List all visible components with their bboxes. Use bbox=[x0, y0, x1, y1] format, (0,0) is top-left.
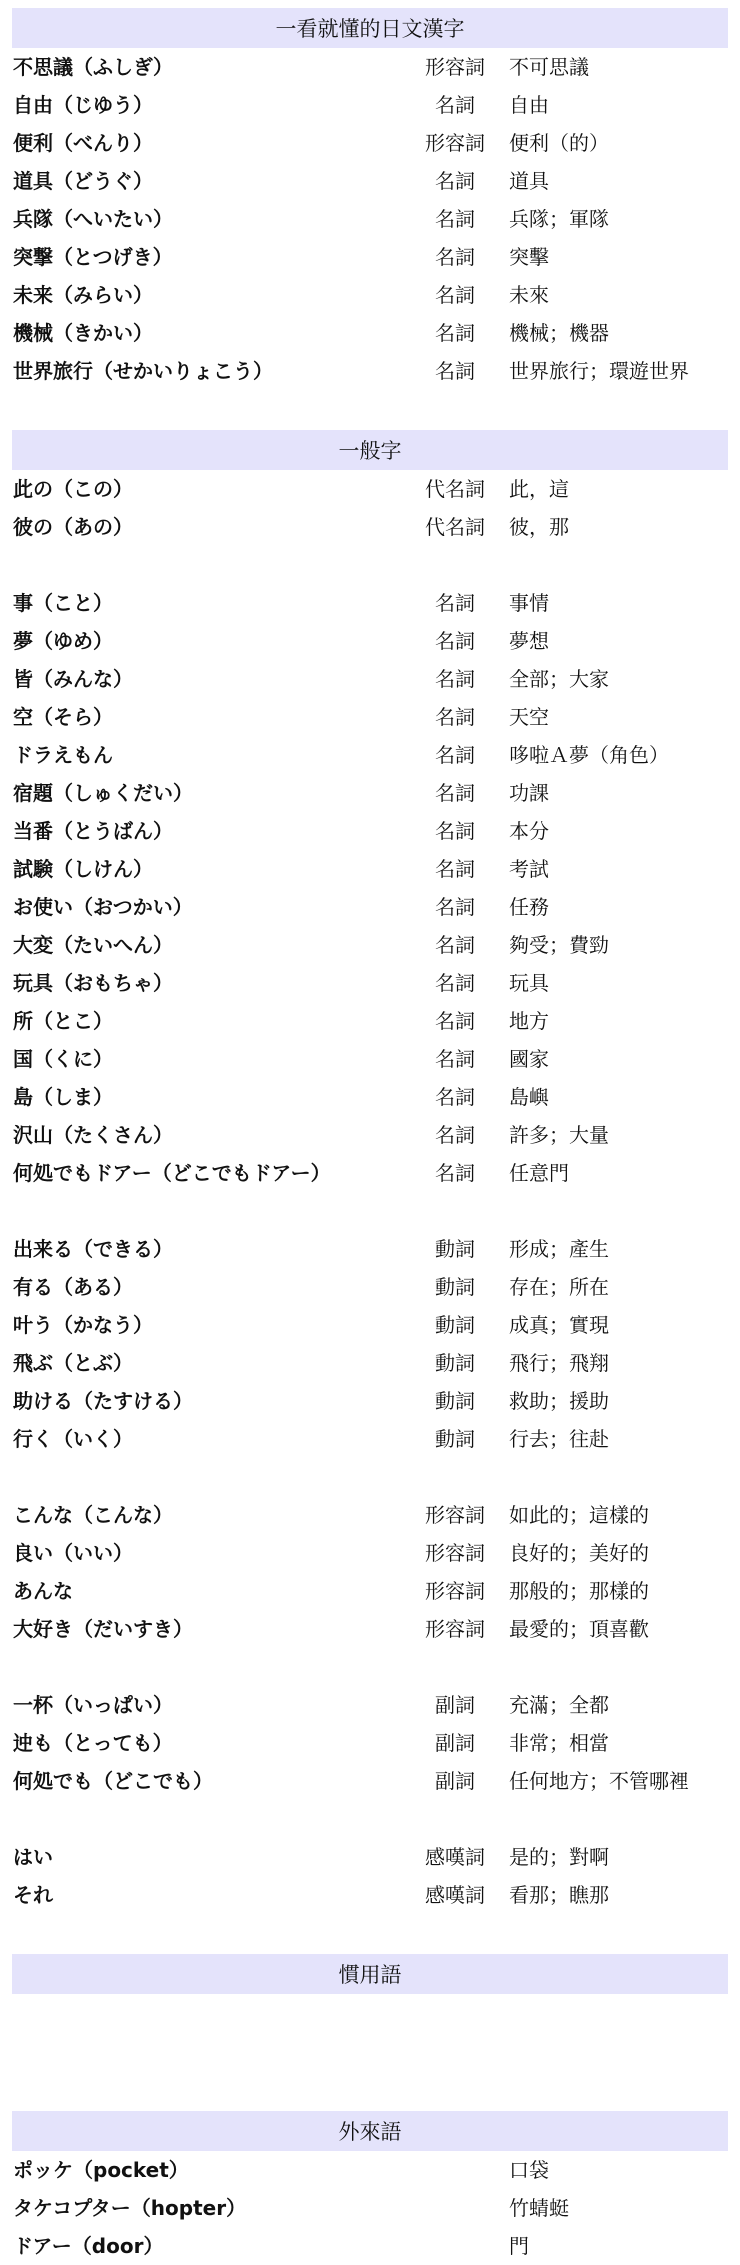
vocab-row bbox=[0, 200, 740, 238]
vocab-row bbox=[0, 2227, 740, 2265]
part-of-speech: 名詞 bbox=[435, 895, 475, 919]
vocab-meaning: 門 bbox=[509, 2234, 529, 2258]
vocab-row bbox=[0, 238, 740, 276]
vocab-row bbox=[0, 1002, 740, 1040]
vocab-row bbox=[0, 2189, 740, 2227]
vocab-meaning: 竹蜻蜓 bbox=[509, 2196, 569, 2220]
group-spacer bbox=[0, 1458, 740, 1496]
vocab-meaning: 救助；援助 bbox=[509, 1389, 609, 1413]
part-of-speech: 名詞 bbox=[435, 629, 475, 653]
vocab-row bbox=[0, 774, 740, 812]
vocab-word: 大好き（だいすき） bbox=[13, 1617, 193, 1641]
part-of-speech: 名詞 bbox=[435, 1085, 475, 1109]
vocab-row bbox=[0, 584, 740, 622]
vocab-meaning: 不可思議 bbox=[509, 55, 589, 79]
vocab-word: 行く（いく） bbox=[13, 1427, 133, 1451]
part-of-speech: 形容詞 bbox=[425, 1541, 485, 1565]
vocab-row bbox=[0, 508, 740, 546]
vocab-word: 機械（きかい） bbox=[13, 321, 153, 345]
vocab-row bbox=[0, 1306, 740, 1344]
part-of-speech: 形容詞 bbox=[425, 131, 485, 155]
vocab-row bbox=[0, 1876, 740, 1914]
vocab-meaning: 地方 bbox=[509, 1009, 549, 1033]
vocab-word: 未来（みらい） bbox=[13, 283, 153, 307]
vocab-row bbox=[0, 470, 740, 508]
vocab-meaning: 島嶼 bbox=[509, 1085, 549, 1109]
vocab-meaning: 非常；相當 bbox=[509, 1731, 609, 1755]
vocab-meaning: 國家 bbox=[509, 1047, 549, 1071]
part-of-speech: 名詞 bbox=[435, 1123, 475, 1147]
vocab-row bbox=[0, 1686, 740, 1724]
vocab-meaning: 哆啦Ａ夢（角色） bbox=[509, 743, 669, 767]
vocab-meaning: 事情 bbox=[509, 591, 549, 615]
vocab-row bbox=[0, 1116, 740, 1154]
vocab-meaning: 充滿；全都 bbox=[509, 1693, 609, 1717]
part-of-speech: 動詞 bbox=[435, 1275, 475, 1299]
vocab-meaning: 形成；產生 bbox=[509, 1237, 609, 1261]
vocab-meaning: 世界旅行；環遊世界 bbox=[509, 359, 689, 383]
vocab-row bbox=[0, 964, 740, 1002]
vocab-meaning: 任意門 bbox=[509, 1161, 569, 1185]
vocab-word: 沢山（たくさん） bbox=[13, 1123, 173, 1147]
part-of-speech: 名詞 bbox=[435, 93, 475, 117]
section-header: 慣用語 bbox=[12, 1954, 728, 1994]
vocab-meaning: 全部；大家 bbox=[509, 667, 609, 691]
vocab-word: 玩具（おもちゃ） bbox=[13, 971, 173, 995]
vocab-meaning: 存在；所在 bbox=[509, 1275, 609, 1299]
part-of-speech: 名詞 bbox=[435, 283, 475, 307]
vocab-word: 事（こと） bbox=[13, 591, 113, 615]
vocab-meaning: 自由 bbox=[509, 93, 549, 117]
section-spacer bbox=[0, 390, 740, 430]
part-of-speech: 動詞 bbox=[435, 1427, 475, 1451]
vocab-meaning: 功課 bbox=[509, 781, 549, 805]
part-of-speech: 代名詞 bbox=[425, 477, 485, 501]
part-of-speech: 動詞 bbox=[435, 1351, 475, 1375]
vocab-meaning: 許多；大量 bbox=[509, 1123, 609, 1147]
vocab-row bbox=[0, 1762, 740, 1800]
vocab-row bbox=[0, 1154, 740, 1192]
vocab-row bbox=[0, 162, 740, 200]
vocab-word: 兵隊（へいたい） bbox=[13, 207, 173, 231]
vocab-row bbox=[0, 314, 740, 352]
vocab-row bbox=[0, 1040, 740, 1078]
vocab-row bbox=[0, 660, 740, 698]
vocab-row bbox=[0, 48, 740, 86]
vocab-word: タケコプター（hopter） bbox=[13, 2196, 247, 2220]
vocab-word: 道具（どうぐ） bbox=[13, 169, 153, 193]
vocab-word: 助ける（たすける） bbox=[13, 1389, 193, 1413]
vocab-row bbox=[0, 888, 740, 926]
vocab-meaning: 玩具 bbox=[509, 971, 549, 995]
empty-section-body bbox=[0, 1994, 740, 2071]
vocab-word: 何処でもドアー（どこでもドアー） bbox=[13, 1161, 331, 1185]
vocab-word: 世界旅行（せかいりょこう） bbox=[13, 359, 273, 383]
part-of-speech: 名詞 bbox=[435, 591, 475, 615]
section-spacer bbox=[0, 1914, 740, 1954]
vocab-word: 空（そら） bbox=[13, 705, 113, 729]
vocab-meaning: 本分 bbox=[509, 819, 549, 843]
vocab-meaning: 夢想 bbox=[509, 629, 549, 653]
vocab-word: 不思議（ふしぎ） bbox=[13, 55, 173, 79]
vocab-row bbox=[0, 1496, 740, 1534]
vocab-meaning: 口袋 bbox=[509, 2158, 549, 2182]
vocab-meaning: 飛行；飛翔 bbox=[509, 1351, 609, 1375]
part-of-speech: 動詞 bbox=[435, 1313, 475, 1337]
vocab-row bbox=[0, 2151, 740, 2189]
vocab-word: 自由（じゆう） bbox=[13, 93, 153, 117]
part-of-speech: 名詞 bbox=[435, 207, 475, 231]
part-of-speech: 感嘆詞 bbox=[425, 1883, 485, 1907]
vocab-row bbox=[0, 1838, 740, 1876]
vocab-row bbox=[0, 276, 740, 314]
vocab-word: 試験（しけん） bbox=[13, 857, 153, 881]
section-header: 一般字 bbox=[12, 430, 728, 470]
vocab-meaning: 考試 bbox=[509, 857, 549, 881]
part-of-speech: 名詞 bbox=[435, 245, 475, 269]
vocab-word: ポッケ（pocket） bbox=[13, 2158, 189, 2182]
vocab-meaning: 夠受；費勁 bbox=[509, 933, 609, 957]
part-of-speech: 名詞 bbox=[435, 743, 475, 767]
vocab-word: お使い（おつかい） bbox=[13, 895, 193, 919]
vocab-meaning: 機械；機器 bbox=[509, 321, 609, 345]
vocab-word: 彼の（あの） bbox=[13, 515, 133, 539]
group-spacer bbox=[0, 1800, 740, 1838]
section-header: 一看就懂的日文漢字 bbox=[12, 8, 728, 48]
vocab-meaning: 那般的；那樣的 bbox=[509, 1579, 649, 1603]
vocab-row bbox=[0, 850, 740, 888]
vocab-meaning: 任務 bbox=[509, 895, 549, 919]
vocab-meaning: 彼，那 bbox=[509, 515, 569, 539]
vocab-row bbox=[0, 698, 740, 736]
part-of-speech: 名詞 bbox=[435, 667, 475, 691]
vocab-row bbox=[0, 926, 740, 964]
part-of-speech: 名詞 bbox=[435, 321, 475, 345]
vocab-meaning: 任何地方；不管哪裡 bbox=[509, 1769, 689, 1793]
vocab-word: こんな（こんな） bbox=[13, 1503, 173, 1527]
vocab-meaning: 良好的；美好的 bbox=[509, 1541, 649, 1565]
vocab-row bbox=[0, 1724, 740, 1762]
vocab-row bbox=[0, 736, 740, 774]
part-of-speech: 名詞 bbox=[435, 1009, 475, 1033]
vocab-meaning: 最愛的；頂喜歡 bbox=[509, 1617, 649, 1641]
vocab-row bbox=[0, 352, 740, 390]
vocab-word: 有る（ある） bbox=[13, 1275, 133, 1299]
vocab-meaning: 天空 bbox=[509, 705, 549, 729]
vocab-row bbox=[0, 1268, 740, 1306]
part-of-speech: 名詞 bbox=[435, 971, 475, 995]
vocab-word: 突撃（とつげき） bbox=[13, 245, 173, 269]
vocab-word: 島（しま） bbox=[13, 1085, 113, 1109]
vocab-word: ドアー（door） bbox=[13, 2234, 164, 2258]
vocab-word: 叶う（かなう） bbox=[13, 1313, 153, 1337]
vocab-meaning: 行去；往赴 bbox=[509, 1427, 609, 1451]
vocab-word: 大変（たいへん） bbox=[13, 933, 173, 957]
vocab-meaning: 道具 bbox=[509, 169, 549, 193]
vocab-word: 飛ぶ（とぶ） bbox=[13, 1351, 133, 1375]
vocab-row bbox=[0, 1534, 740, 1572]
vocab-meaning: 兵隊；軍隊 bbox=[509, 207, 609, 231]
vocab-row bbox=[0, 812, 740, 850]
vocab-row bbox=[0, 1230, 740, 1268]
vocab-word: 所（とこ） bbox=[13, 1009, 113, 1033]
vocab-row bbox=[0, 1572, 740, 1610]
vocab-row bbox=[0, 1382, 740, 1420]
group-spacer bbox=[0, 1648, 740, 1686]
vocab-word: 夢（ゆめ） bbox=[13, 629, 113, 653]
vocab-word: 皆（みんな） bbox=[13, 667, 133, 691]
part-of-speech: 動詞 bbox=[435, 1237, 475, 1261]
part-of-speech: 名詞 bbox=[435, 1047, 475, 1071]
vocab-word: 出来る（できる） bbox=[13, 1237, 173, 1261]
part-of-speech: 感嘆詞 bbox=[425, 1845, 485, 1869]
vocab-meaning: 此，這 bbox=[509, 477, 569, 501]
vocab-word: 一杯（いっぱい） bbox=[13, 1693, 173, 1717]
part-of-speech: 名詞 bbox=[435, 359, 475, 383]
vocab-row bbox=[0, 622, 740, 660]
vocab-meaning: 看那；瞧那 bbox=[509, 1883, 609, 1907]
vocab-word: 宿題（しゅくだい） bbox=[13, 781, 193, 805]
vocab-meaning: 成真；實現 bbox=[509, 1313, 609, 1337]
part-of-speech: 副詞 bbox=[435, 1693, 475, 1717]
part-of-speech: 名詞 bbox=[435, 169, 475, 193]
vocab-meaning: 突擊 bbox=[509, 245, 549, 269]
part-of-speech: 名詞 bbox=[435, 819, 475, 843]
vocab-word: 迚も（とっても） bbox=[13, 1731, 173, 1755]
vocab-row bbox=[0, 1344, 740, 1382]
vocab-word: ドラえもん bbox=[13, 743, 113, 767]
vocab-word: あんな bbox=[13, 1579, 73, 1603]
vocab-meaning: 是的；對啊 bbox=[509, 1845, 609, 1869]
part-of-speech: 形容詞 bbox=[425, 1503, 485, 1527]
vocab-word: 此の（この） bbox=[13, 477, 133, 501]
section-header: 外來語 bbox=[12, 2111, 728, 2151]
vocab-row bbox=[0, 1610, 740, 1648]
part-of-speech: 形容詞 bbox=[425, 55, 485, 79]
vocab-word: はい bbox=[13, 1845, 53, 1869]
group-spacer bbox=[0, 1192, 740, 1230]
vocab-word: 便利（べんり） bbox=[13, 131, 153, 155]
part-of-speech: 動詞 bbox=[435, 1389, 475, 1413]
vocab-word: 良い（いい） bbox=[13, 1541, 133, 1565]
vocab-row bbox=[0, 86, 740, 124]
vocab-meaning: 如此的；這樣的 bbox=[509, 1503, 649, 1527]
vocab-word: 何処でも（どこでも） bbox=[13, 1769, 213, 1793]
section-spacer bbox=[0, 2071, 740, 2111]
vocab-row bbox=[0, 1078, 740, 1116]
part-of-speech: 名詞 bbox=[435, 781, 475, 805]
vocab-meaning: 便利（的） bbox=[509, 131, 609, 155]
vocab-meaning: 未來 bbox=[509, 283, 549, 307]
vocab-row bbox=[0, 1420, 740, 1458]
vocab-row bbox=[0, 124, 740, 162]
vocab-word: それ bbox=[13, 1883, 53, 1907]
vocab-word: 当番（とうばん） bbox=[13, 819, 173, 843]
part-of-speech: 形容詞 bbox=[425, 1579, 485, 1603]
group-spacer bbox=[0, 546, 740, 584]
vocabulary-table bbox=[0, 8, 740, 2265]
part-of-speech: 形容詞 bbox=[425, 1617, 485, 1641]
part-of-speech: 名詞 bbox=[435, 933, 475, 957]
part-of-speech: 代名詞 bbox=[425, 515, 485, 539]
part-of-speech: 名詞 bbox=[435, 705, 475, 729]
vocab-word: 国（くに） bbox=[13, 1047, 113, 1071]
part-of-speech: 名詞 bbox=[435, 857, 475, 881]
part-of-speech: 副詞 bbox=[435, 1731, 475, 1755]
part-of-speech: 副詞 bbox=[435, 1769, 475, 1793]
part-of-speech: 名詞 bbox=[435, 1161, 475, 1185]
